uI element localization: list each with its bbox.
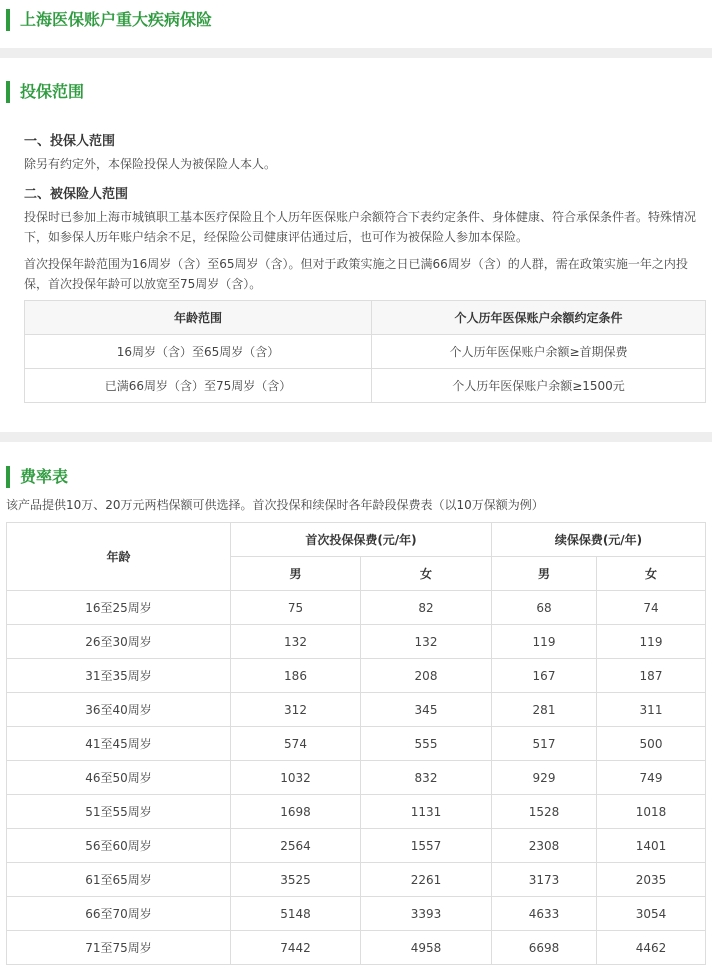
premium-cell: 74 — [597, 591, 706, 625]
age-cell: 71至75周岁 — [7, 931, 231, 965]
premium-cell: 187 — [597, 659, 706, 693]
table-header-row — [25, 301, 706, 335]
premium-cell: 500 — [597, 727, 706, 761]
rates-intro: 该产品提供10万、20万元两档保额可供选择。首次投保和续保时各年龄段保费表（以10万保额为例） — [6, 498, 544, 512]
age-cell: 16至25周岁 — [7, 591, 231, 625]
age-cell: 61至65周岁 — [7, 863, 231, 897]
premium-cell: 517 — [492, 727, 597, 761]
premium-cell: 312 — [231, 693, 361, 727]
premium-cell: 4633 — [492, 897, 597, 931]
insured-text: 投保时已参加上海市城镇职工基本医疗保险且个人历年医保账户余额符合下表约定条件、身体健康、符合承保条件者。特殊情况下，如参保人历年账户结余不足，经保险公司健康评估通过后，也可作为被保险人参加本保险。 — [24, 210, 697, 244]
applicant-text: 除另有约定外，本保险投保人为被保险人本人。 — [24, 157, 277, 171]
table-row — [25, 369, 706, 403]
premium-cell: 555 — [361, 727, 492, 761]
age-cell: 41至45周岁 — [7, 727, 231, 761]
table-row — [7, 625, 706, 659]
premium-cell: 3393 — [361, 897, 492, 931]
first-premium-header: 首次投保保费(元/年) — [231, 523, 492, 557]
premium-rate-table — [6, 522, 706, 965]
premium-cell: 3054 — [597, 897, 706, 931]
table-cell: 个人历年医保账户余额≥首期保费 — [372, 335, 706, 369]
premium-cell: 1698 — [231, 795, 361, 829]
male-header: 男 — [492, 557, 597, 591]
table-row — [7, 591, 706, 625]
premium-cell: 68 — [492, 591, 597, 625]
premium-cell: 132 — [231, 625, 361, 659]
table-row — [7, 897, 706, 931]
premium-cell: 7442 — [231, 931, 361, 965]
table-row — [7, 659, 706, 693]
premium-cell: 6698 — [492, 931, 597, 965]
premium-cell: 3173 — [492, 863, 597, 897]
table-row — [7, 761, 706, 795]
premium-cell: 1032 — [231, 761, 361, 795]
premium-cell: 4958 — [361, 931, 492, 965]
premium-cell: 311 — [597, 693, 706, 727]
premium-cell: 132 — [361, 625, 492, 659]
male-header: 男 — [231, 557, 361, 591]
premium-cell: 1018 — [597, 795, 706, 829]
premium-cell: 119 — [597, 625, 706, 659]
table-cell: 个人历年医保账户余额≥1500元 — [372, 369, 706, 403]
table-row — [7, 795, 706, 829]
age-cell: 66至70周岁 — [7, 897, 231, 931]
premium-cell: 2564 — [231, 829, 361, 863]
age-condition-table — [24, 300, 706, 403]
rates-section-title: 费率表 — [6, 466, 68, 488]
premium-cell: 345 — [361, 693, 492, 727]
table-header-cell: 个人历年医保账户余额约定条件 — [372, 301, 706, 335]
premium-cell: 119 — [492, 625, 597, 659]
page-title: 上海医保账户重大疾病保险 — [6, 9, 212, 31]
age-cell: 56至60周岁 — [7, 829, 231, 863]
premium-cell: 1557 — [361, 829, 492, 863]
premium-cell: 749 — [597, 761, 706, 795]
premium-cell: 3525 — [231, 863, 361, 897]
table-row — [7, 693, 706, 727]
table-row — [7, 863, 706, 897]
premium-cell: 1131 — [361, 795, 492, 829]
premium-cell: 929 — [492, 761, 597, 795]
table-header-row — [7, 523, 706, 557]
premium-cell: 186 — [231, 659, 361, 693]
table-row — [7, 829, 706, 863]
female-header: 女 — [361, 557, 492, 591]
premium-cell: 82 — [361, 591, 492, 625]
age-cell: 51至55周岁 — [7, 795, 231, 829]
premium-cell: 75 — [231, 591, 361, 625]
table-header-cell: 年龄范围 — [25, 301, 372, 335]
table-row — [25, 335, 706, 369]
section-divider — [0, 432, 712, 442]
table-row — [7, 727, 706, 761]
age-header: 年龄 — [7, 523, 231, 591]
premium-cell: 2261 — [361, 863, 492, 897]
table-cell: 已满66周岁（含）至75周岁（含） — [25, 369, 372, 403]
age-cell: 46至50周岁 — [7, 761, 231, 795]
scope-section-title: 投保范围 — [6, 81, 84, 103]
table-row — [7, 931, 706, 965]
premium-cell: 1401 — [597, 829, 706, 863]
premium-cell: 4462 — [597, 931, 706, 965]
age-range-text: 首次投保年龄范围为16周岁（含）至65周岁（含）。但对于政策实施之日已满66周岁（含）的人群，需在政策实施一年之内投保，首次投保年龄可以放宽至75周岁（含）。 — [24, 257, 688, 291]
premium-cell: 832 — [361, 761, 492, 795]
female-header: 女 — [597, 557, 706, 591]
premium-cell: 167 — [492, 659, 597, 693]
premium-cell: 574 — [231, 727, 361, 761]
renewal-premium-header: 续保保费(元/年) — [492, 523, 706, 557]
section-divider — [0, 48, 712, 58]
premium-cell: 2308 — [492, 829, 597, 863]
age-cell: 26至30周岁 — [7, 625, 231, 659]
premium-cell: 1528 — [492, 795, 597, 829]
insured-heading: 二、被保险人范围 — [24, 187, 129, 202]
age-cell: 36至40周岁 — [7, 693, 231, 727]
premium-cell: 208 — [361, 659, 492, 693]
table-cell: 16周岁（含）至65周岁（含） — [25, 335, 372, 369]
premium-cell: 281 — [492, 693, 597, 727]
applicant-heading: 一、投保人范围 — [24, 134, 116, 149]
premium-cell: 5148 — [231, 897, 361, 931]
age-cell: 31至35周岁 — [7, 659, 231, 693]
premium-cell: 2035 — [597, 863, 706, 897]
